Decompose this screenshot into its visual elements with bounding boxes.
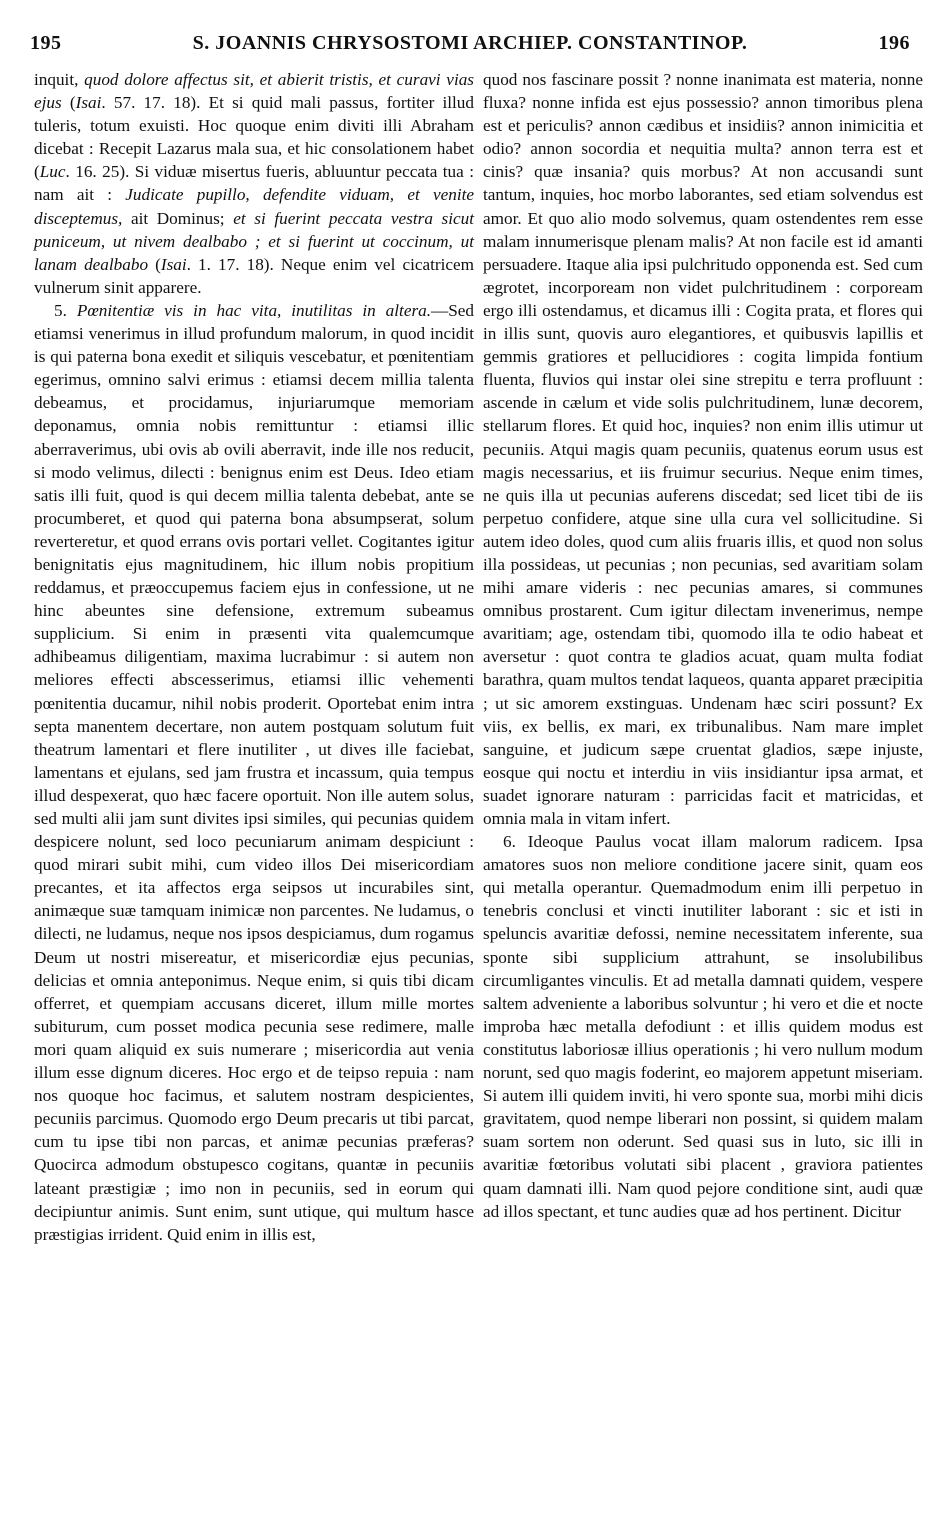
running-title: S. JOANNIS CHRYSOSTOMI ARCHIEP. CONSTANTINOP. [192,32,748,54]
left-column [34,68,474,1246]
paragraph-right-2: 6. Ideoque Paulus vocat illam malorum radicem. Ipsa amatores suos non meliore conditione jacere sinit, quam eos qui metalla operantur. Quemadmodum enim illi perpetuo in tenebris conclusi et vincti inutiliter laborant : sic et isti in speluncis avaritiæ defossi, nemine necessitatem inferente, sua sponte sibi supplicium attrahunt, se insolubilibus circumligantes vinculis. Et ad metalla damnati quidem, vespere saltem adveniente a laboribus solvuntur ; hi vero et die et nocte improba hæc metalla defodiunt : et illis quidem modus est constitutus laboriosæ illius operationis ; hi vero nullum modum norunt, sed quo magis foderint, eo majorem appetunt miseriam. Si autem illi quidem inviti, hi vero sponte sua, morbi mihi dicis gravitatem, quod nempe liberari non possint, si quidem malam suam sortem non oderunt. Sed quasi sus in luto, sic illi in avaritiæ fœtoribus volutati sibi placent , graviora patientes quam damnati illi. Nam quod pejore conditione sint, audi quæ ad illos spectant, et tunc audies quæ ad hos pertinent. Dicitur [483,832,923,1221]
paragraph-left-1: inquit, quod dolore affectus sit, et abierit tristis, et curavi vias ejus (Isai. 57. 17. 18). Et si quid mali passus, fortiter illud tuleris, totum exuisti. Hoc quoque enim diviti illi Abraham dicebat : Recepit Lazarus mala sua, et hic consolationem habet (Luc. 16. 25). Si viduæ misertus fueris, abluuntur peccata tua : nam ait : Judicate pupillo, defendite viduam, et venite disceptemus, ait Dominus; et si fuerint peccata vestra sicut puniceum, ut nivem dealbabo ; et si fuerint ut coccinum, ut lanam dealbabo (Isai. 1. 17. 18). Neque enim vel cicatricem vulnerum sinit apparere. [34,70,475,297]
running-header [30,30,910,58]
section-number: 5. [54,300,77,320]
page-number-left: 195 [30,32,62,54]
section-heading: Pœnitentiæ vis in hac vita, inutilitas in altera. [76,300,432,320]
page-number-right: 196 [878,32,910,54]
paragraph-left-2: 5. Pœnitentiæ vis in hac vita, inutilitas in altera.—Sed etiamsi venerimus in illud profundum malorum, in quod incidit is qui paterna bona exedit et siliquis vescebatur, et pœnitentiam egerimus, omnino salvi erimus : etiamsi decem millia talenta debeamus, et procidamus, injuriarumque memoriam deponamus, omnia nobis remittuntur : etiamsi illic aberraverimus, ubi ovis ab ovili aberravit, inde ille nos reducit, si modo velimus, dilecti : benignus enim est Deus. Ideo etiam satis illi fuit, quod is qui decem millia talenta debebat, ante se procumberet, et quod qui paterna bona absumpserat, solum reverteretur, et quod errans ovis portari vellet. Cogitantes igitur benignitatis ejus magnitudinem, hic illum nobis propitium reddamus, et præoccupemus faciem ejus in confessione, ut ne hinc abeuntes sine defensione, extremum subeamus supplicium. Si enim in præsenti vita qualemcumque adhibeamus diligentiam, maxima lucrabimur : si autem non meliores effecti abscesserimus, etiamsi illic vehementi pœnitentia ducamur, nihil nobis proderit. Oportebat enim intra septa manentem decertare, non autem postquam solutum fuit theatrum lamentari et flere inutiliter , ut dives ille faciebat, lamentans et ejulans, sed jam frustra et incassum, quia tempus illud despexerat, quo hæc facere oportuit. Non ille autem solus, sed multi alii jam sunt divites ipsi similes, qui pecunias quidem despicere nolunt, sed loco pecuniarum animam despiciunt : quod mirari subit mihi, cum video illos Dei misericordiam precantes, et ita affectos erga seipsos ut incurabiles sint, animæque suæ tamquam inimicæ non parcentes. Ne ludamus, o dilecti, ne ludamus, neque nos ipsos despiciamus, dum rogamus Deum ut nostri misereatur, et misericordiæ ejus pecunias, delicias et omnia anteponimus. Neque enim, si quis tibi dicam offerret, et quempiam accusans diceret, illum mille mortes subiturum, cum posset modica pecunia sese redimere, malle mori quam aliquid ex suis numerare ; misericordia aut venia illum esse dignum diceres. Hoc ergo et de teipso repuia : nam nos quoque hoc facimus, et salutem nostram despicientes, pecuniis parcimus. Quomodo ergo Deum precaris ut tibi parcat, cum tu ipse tibi non parcas, et animæ pecunias præferas? Quocirca admodum obstupesco cogitans, quantæ in pecuniis lateant præstigiæ ; imo non in pecuniis, sed in eorum qui decipiuntur animis. Sunt enim, sunt utique, qui multum hasce præstigias irrident. Quid enim in illis est, [34,300,474,1244]
right-column [483,68,923,1223]
paragraph-right-1: quod nos fascinare possit ? nonne inanimata est materia, nonne fluxa? nonne infida est ejus possessio? annon timoribus plena est et periculis? annon cædibus et insidiis? annon inimicitia et odio? annon socordia et nequitia multa? annon terra est et cinis? quæ insania? quis morbus? At non accusandi sunt tantum, inquies, hoc morbo laborantes, sed etiam solvendus est amor. Et quo alio modo solvemus, quam ostendentes rem esse malam innumerisque plenam malis? At non facile est id amanti persuadere. Itaque alia ipsi pulchritudo opponenda est. Sed cum ægrotet, incorpoream non videt pulchritudinem : corpoream ergo illi ostendamus, et dicamus illi : Cogita prata, et flores qui in illis sunt, quovis auro elegantiores, et quibusvis lapillis et gemmis gratiores et pellucidiores : cogita limpida fontium fluenta, fluvios qui instar olei sine strepitu e terra profluunt : ascende in cælum et vide solis pulchritudinem, lunæ decorem, stellarum flores. Et quid hoc, inquies? non enim illis utimur ut pecuniis. Atqui magis quam pecuniis, quatenus eorum usus est magis necessarius, et iis fruimur securius. Neque enim times, ne quis illa ut pecunias auferens discedat; sed licet tibi de iis perpetuo confidere, atque sine ulla cura vel sollicitudine. Si autem ideo doles, quod cum aliis fruaris illis, et quod non solus illa possideas, ut pecunias ; non pecunias, sed avaritiam solam mihi amare videris : nec pecunias amares, si communes omnibus prostarent. Cum igitur dilectam invenerimus, nempe avaritiam; age, ostendam tibi, quomodo illa te odio habeat et aversetur : quot contra te gladios acuat, quam multa fodiat barathra, quam multos tendat laqueos, quanta apparet præcipitia ; ut sic amorem exstinguas. Undenam hæc sciri possunt? Ex viis, ex bellis, ex mari, ex tribunalibus. Nam mare implet sanguine, et judicum sæpe cruentat gladios, sæpe injuste, eosque qui noctu et interdiu in viis insidiantur ipsa armat, et suadet ignorare naturam : parricidas facit et matricidas, et omnia mala in vitam infert. [483,70,923,828]
